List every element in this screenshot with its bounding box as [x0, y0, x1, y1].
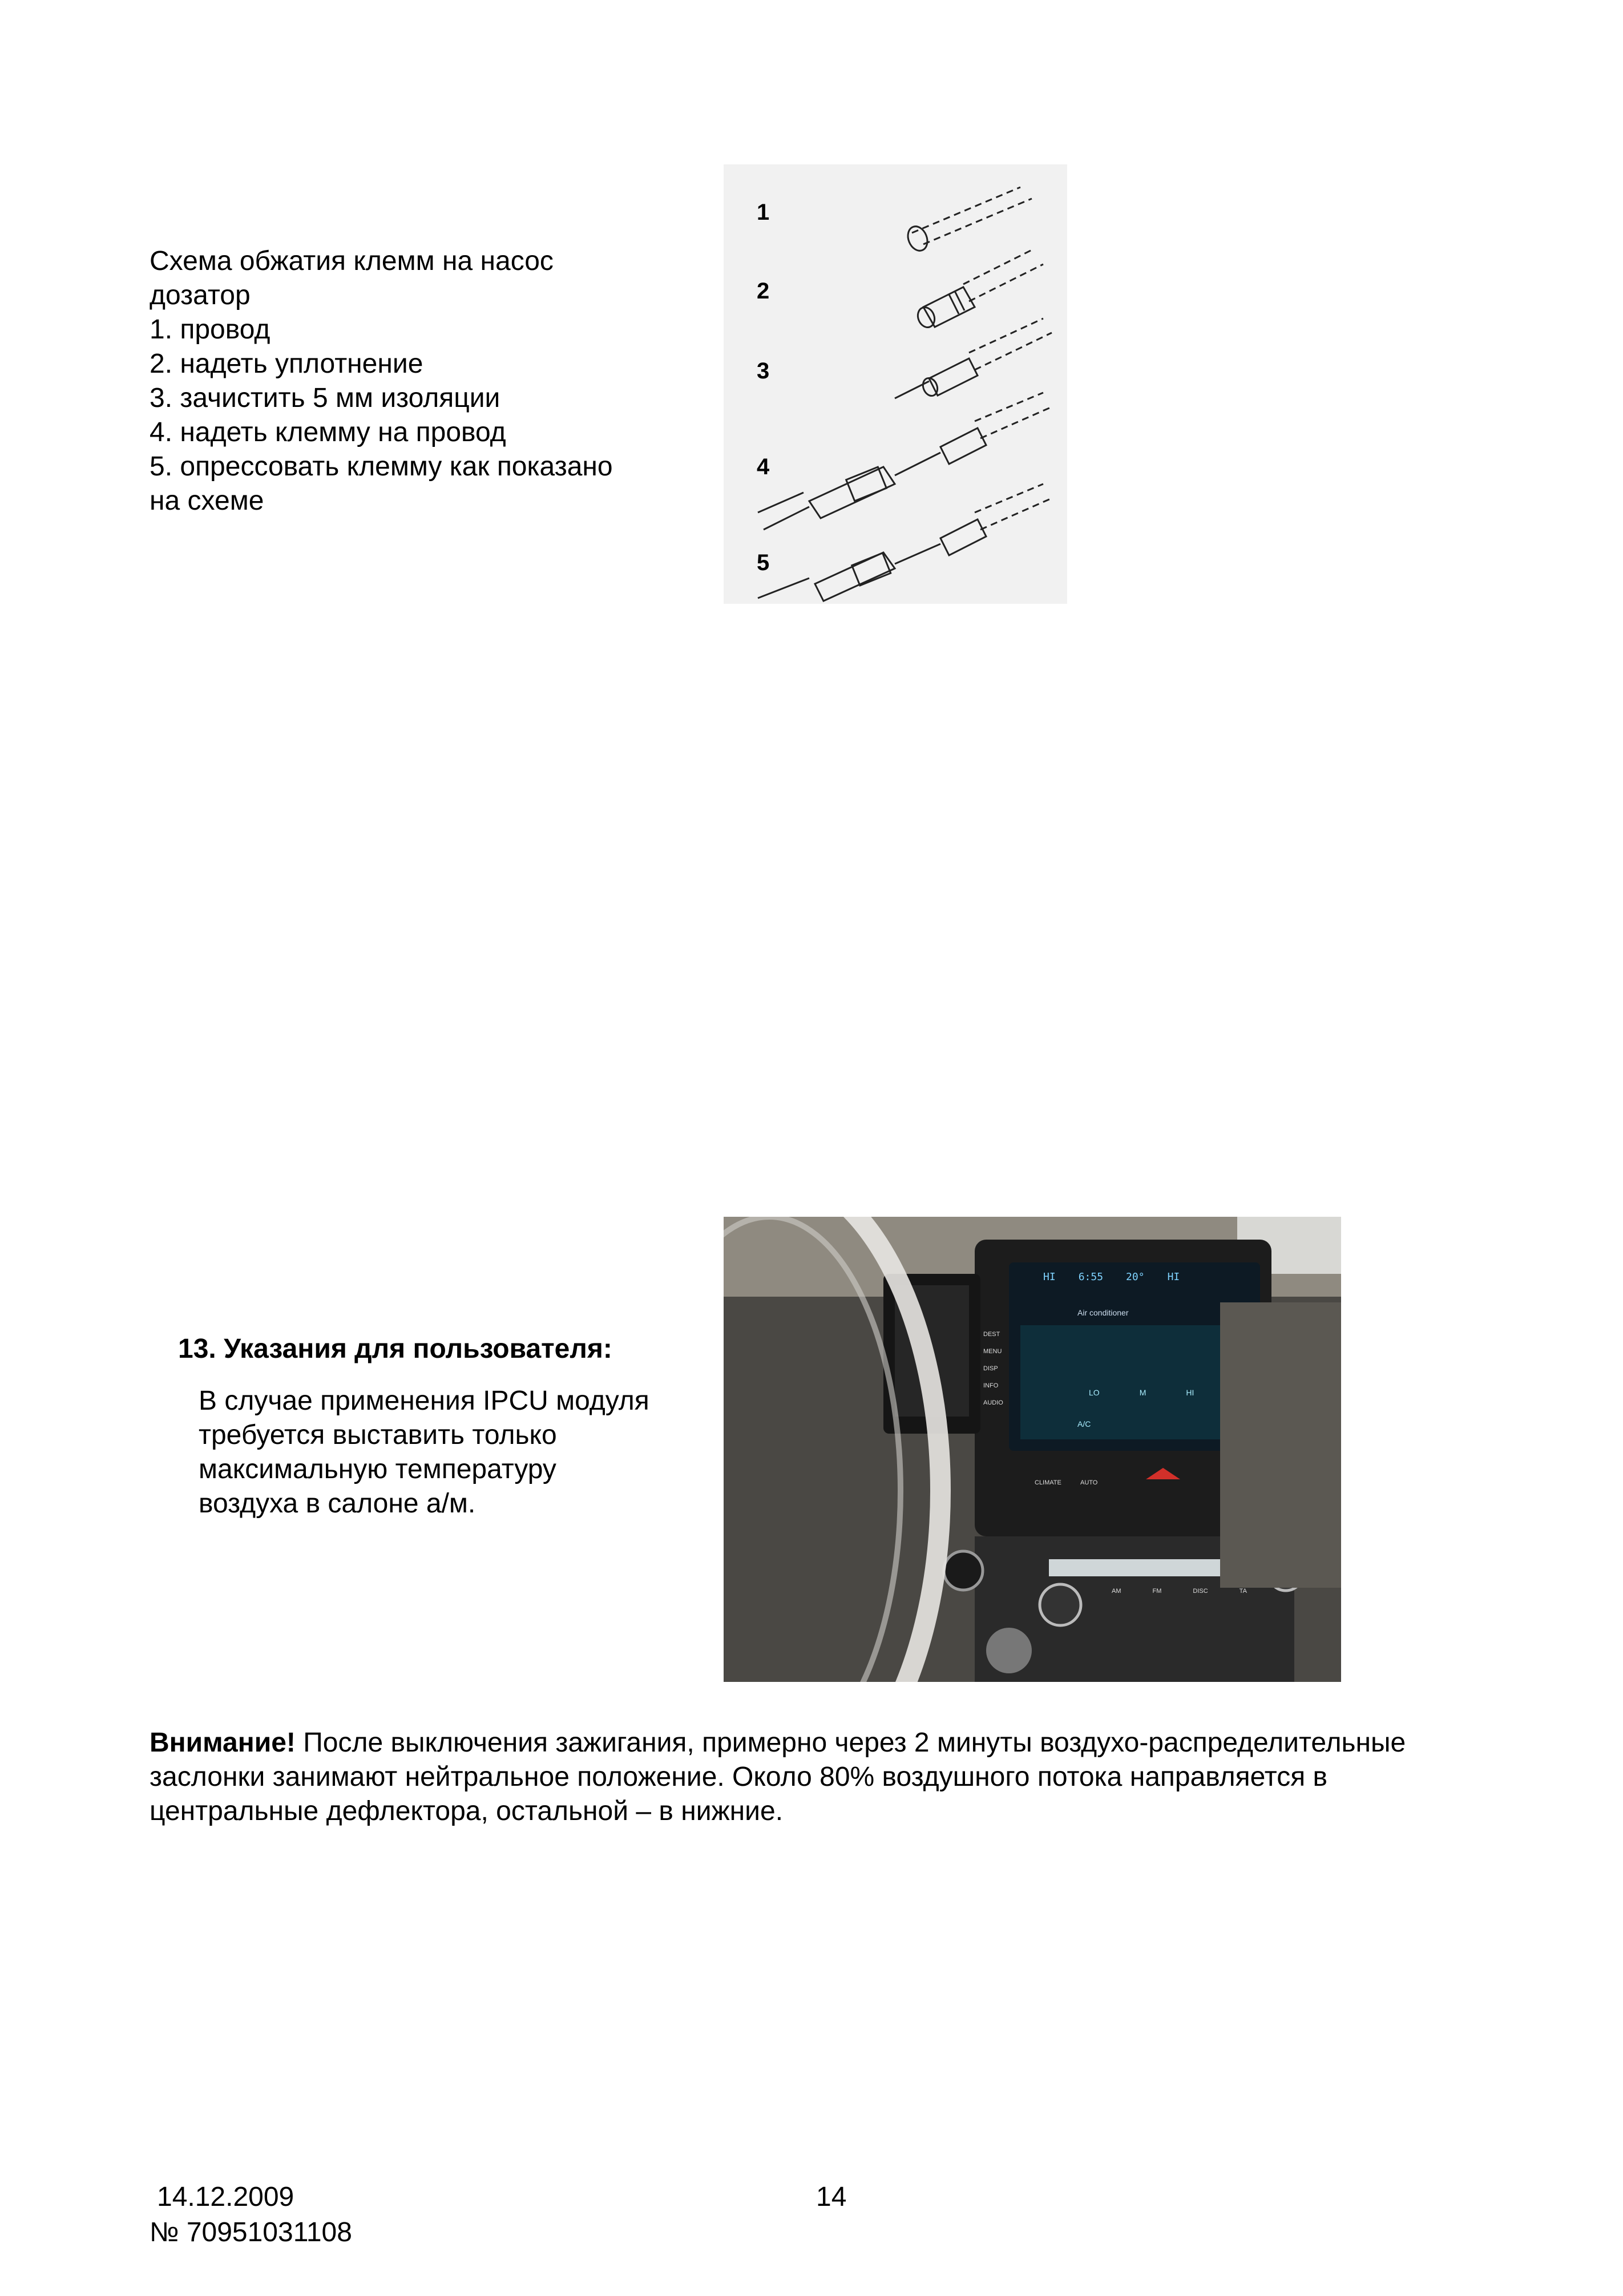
crimp-title-line1: Схема обжатия клемм на насос	[150, 246, 554, 276]
section13-line3: максимальную температуру	[199, 1454, 556, 1484]
auto-label: AUTO	[1080, 1479, 1098, 1486]
section13-heading: 13. Указания для пользователя:	[178, 1334, 612, 1364]
radio-disc: DISC	[1193, 1588, 1208, 1595]
crimp-step-5-cont: на схеме	[150, 486, 264, 516]
wire-step-5	[758, 484, 1052, 601]
crimp-title-line2: дозатор	[150, 280, 251, 310]
attention-line1	[150, 1726, 1519, 1760]
crimp-step-5: 5. опрессовать клемму как показано	[150, 451, 613, 482]
fan-lo: LO	[1089, 1388, 1100, 1397]
side-buttons	[983, 1331, 1003, 1406]
attention-line3: центральные дефлектора, остальной – в нижние.	[150, 1796, 784, 1826]
dashboard-photo	[724, 1217, 1341, 1682]
crimp-scheme-text	[150, 244, 613, 518]
section13-line2: требуется выставить только	[199, 1420, 557, 1450]
page-number: 14	[816, 2182, 847, 2212]
section13-line4: воздуха в салоне а/м.	[199, 1488, 476, 1519]
fan-m: M	[1139, 1388, 1146, 1397]
section13-body	[199, 1384, 649, 1521]
btn-menu: MENU	[983, 1348, 1002, 1355]
display-temp: 20°	[1126, 1271, 1145, 1283]
crimp-figure	[724, 164, 1067, 604]
wire-step-1	[905, 187, 1032, 253]
attention-label: Внимание!	[150, 1728, 296, 1758]
crimp-step-2: 2. надеть уплотнение	[150, 349, 423, 379]
btn-info: INFO	[983, 1382, 999, 1389]
display-right: HI	[1167, 1271, 1180, 1283]
section13-line1: В случае применения IPCU модуля	[199, 1386, 649, 1416]
radio-ta: TA	[1239, 1588, 1247, 1595]
footer-date: 14.12.2009	[157, 2182, 294, 2212]
figure-label-2: 2	[757, 279, 770, 304]
fan-hi: HI	[1186, 1388, 1194, 1397]
ac-label: A/C	[1077, 1419, 1091, 1429]
radio-am: AM	[1112, 1588, 1121, 1595]
display-time: 6:55	[1078, 1271, 1104, 1283]
figure-label-1: 1	[757, 200, 770, 225]
radio-buttons	[1112, 1588, 1247, 1595]
crimp-step-3: 3. зачистить 5 мм изоляции	[150, 383, 500, 413]
wire-step-3	[895, 318, 1052, 398]
wire-step-4	[758, 393, 1052, 530]
crimp-step-1: 1. провод	[150, 314, 270, 345]
btn-audio: AUDIO	[983, 1399, 1003, 1406]
climate-label: CLIMATE	[1035, 1479, 1061, 1486]
radio-fm: FM	[1152, 1588, 1162, 1595]
figure-label-5: 5	[757, 550, 770, 575]
figure-label-3: 3	[757, 358, 770, 384]
display-left: HI	[1043, 1271, 1056, 1283]
attention-paragraph	[150, 1726, 1519, 1829]
btn-disp: DISP	[983, 1365, 998, 1372]
attention-line1-text: После выключения зажигания, примерно через 2 минуты воздухо-распределительные	[295, 1728, 1406, 1758]
dashboard-illustration	[724, 1217, 1341, 1682]
footer-doc-number: № 70951031108	[150, 2217, 352, 2247]
fan-buttons	[1089, 1388, 1194, 1397]
attention-line2: заслонки занимают нейтральное положение. Около 80% воздушного потока направляется в	[150, 1762, 1328, 1792]
figure-label-4: 4	[757, 454, 770, 479]
crimp-step-4: 4. надеть клемму на провод	[150, 417, 506, 447]
crimp-drawing	[724, 164, 1067, 604]
wire-step-2	[915, 250, 1043, 330]
screen-title: Air conditioner	[1077, 1308, 1129, 1317]
panel-display-row	[1043, 1271, 1180, 1283]
btn-dest: DEST	[983, 1331, 1000, 1338]
